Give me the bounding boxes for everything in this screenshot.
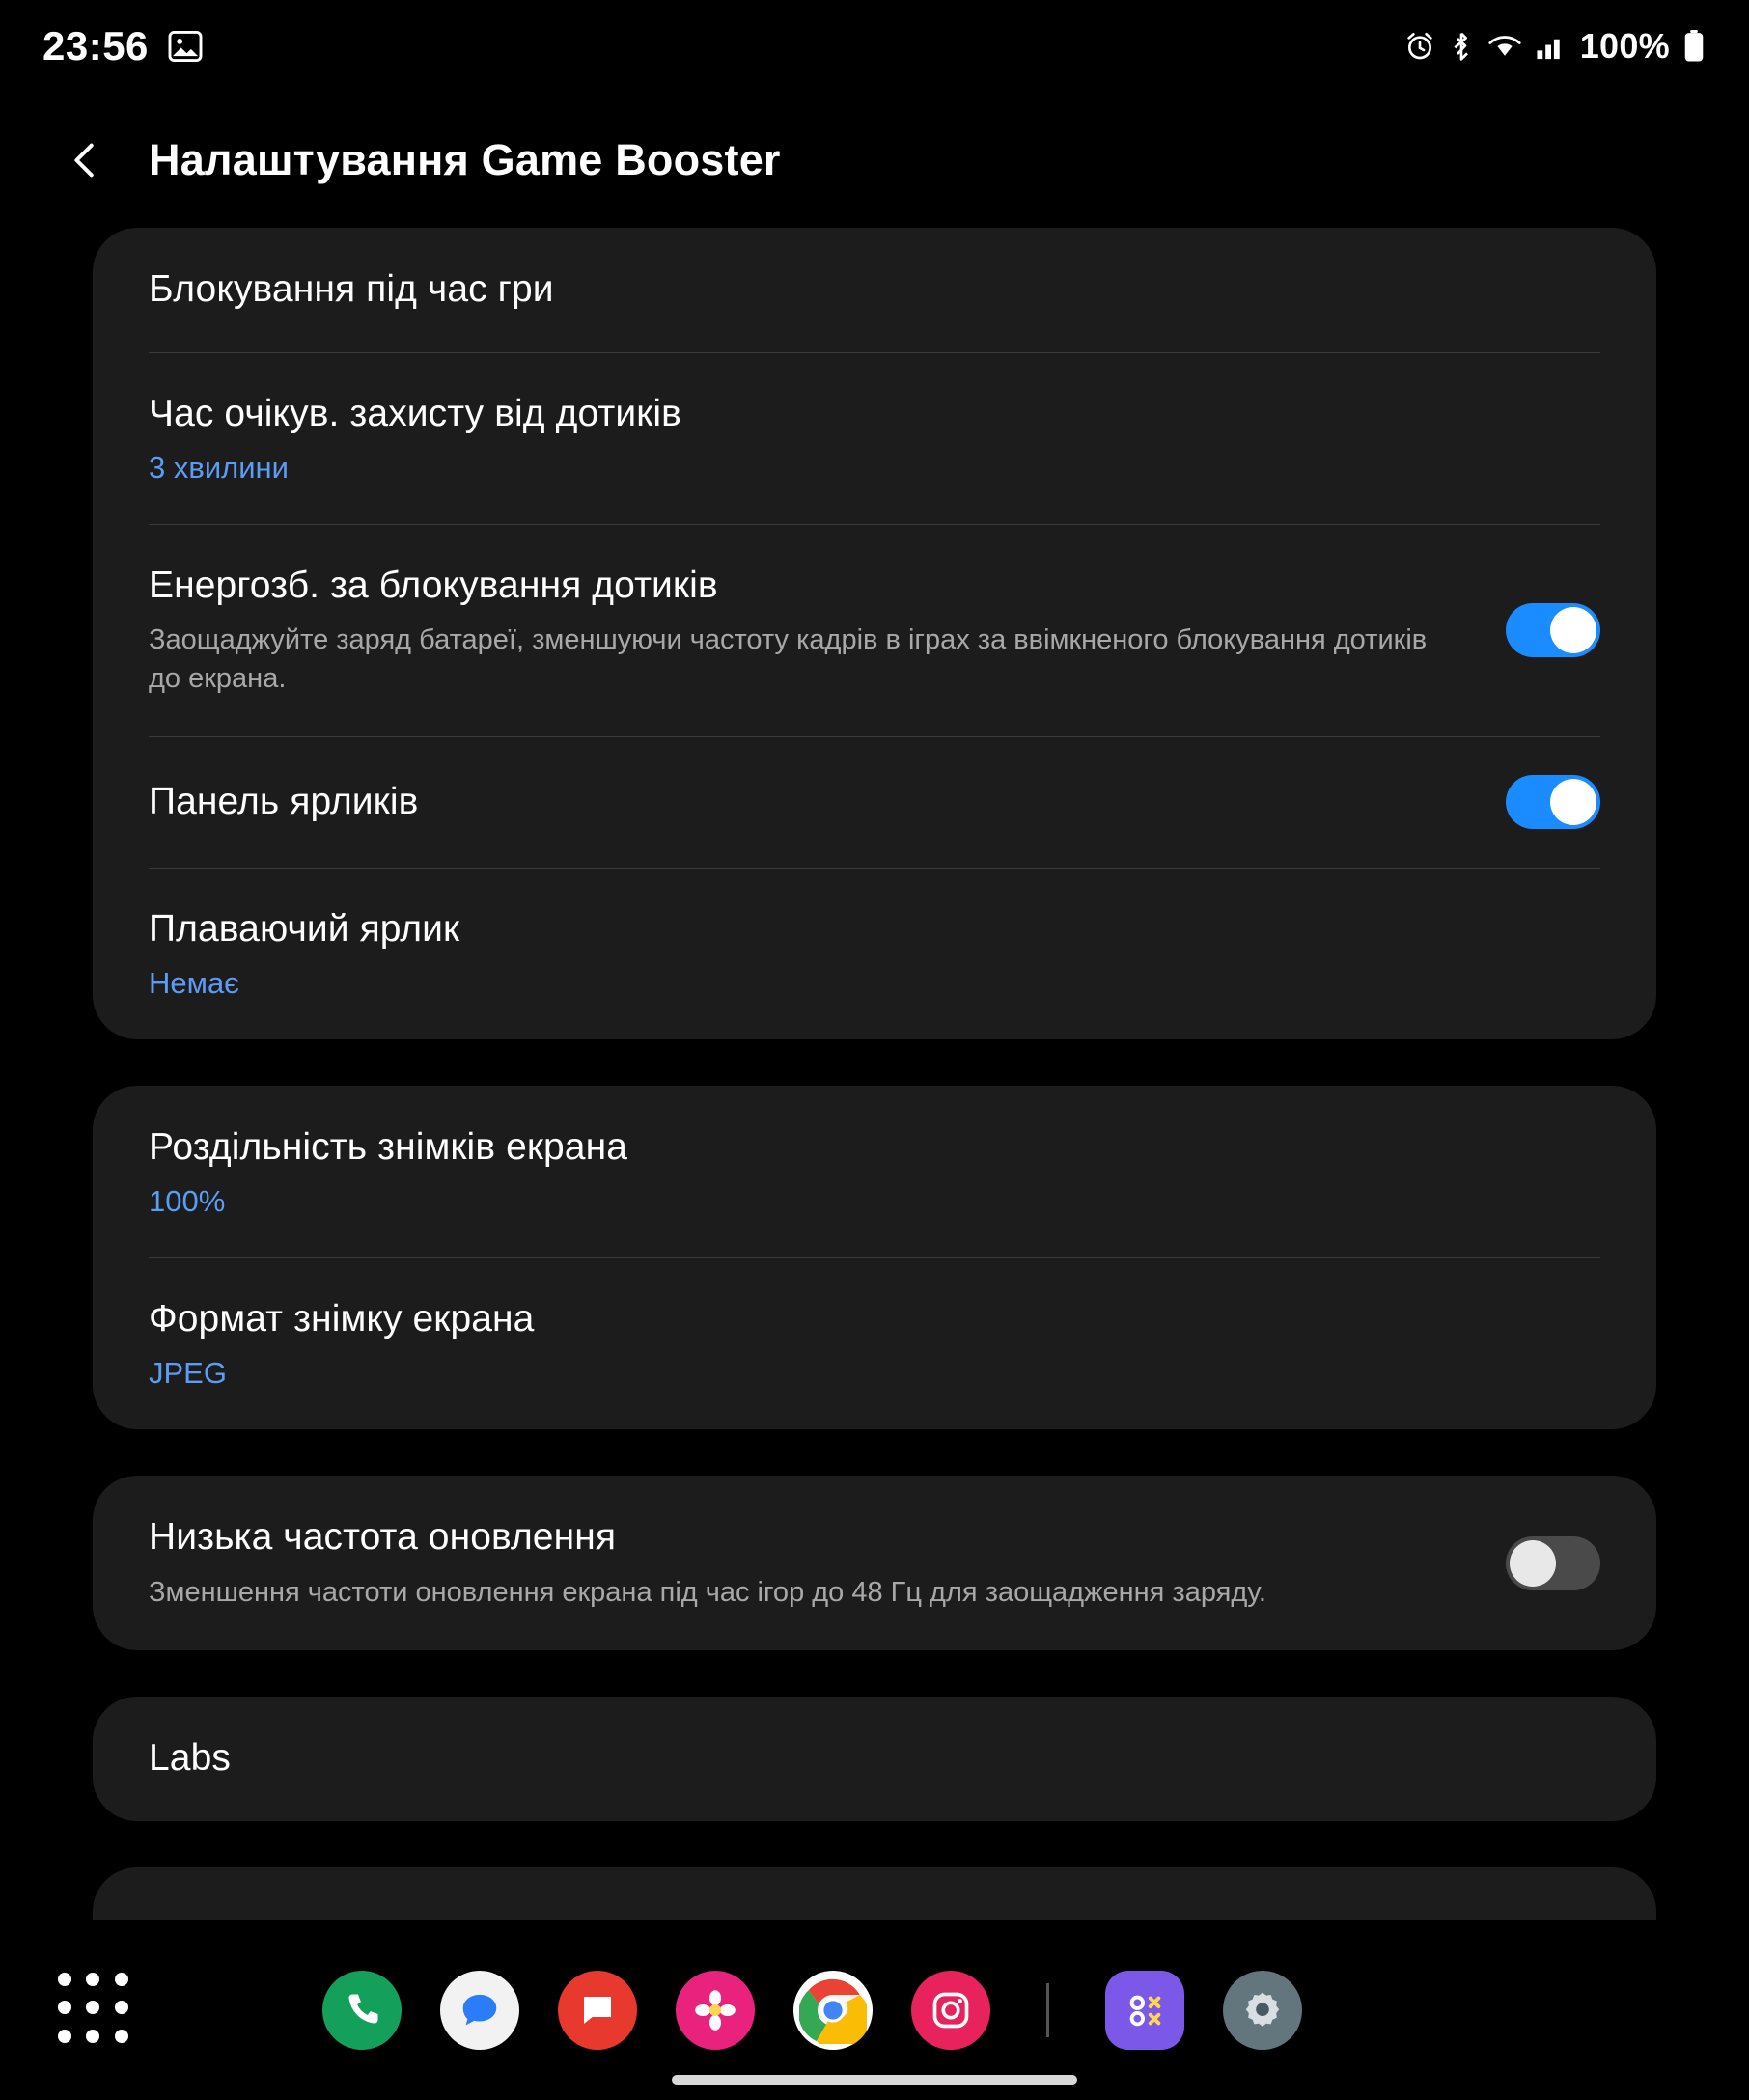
alarm-icon [1404, 31, 1435, 62]
toggle-low-refresh-rate[interactable] [1506, 1536, 1600, 1590]
status-bar [0, 0, 1749, 93]
signal-icon [1536, 31, 1567, 62]
row-labs[interactable] [93, 1697, 1656, 1821]
settings-list [0, 228, 1749, 2100]
dock [0, 1920, 1749, 2100]
row-low-refresh-rate[interactable] [93, 1476, 1656, 1650]
toggle-power-saving-touch-lock[interactable] [1506, 603, 1600, 657]
row-touch-protection-timeout[interactable] [93, 352, 1656, 524]
navigation-pill[interactable] [672, 2075, 1077, 2085]
chat-app-icon[interactable] [558, 1971, 637, 2050]
row-text [149, 1296, 1600, 1391]
gallery-icon [168, 31, 203, 62]
row-power-saving-touch-lock[interactable] [93, 524, 1656, 737]
status-clock: 23:56 [42, 23, 149, 69]
phone-app-icon[interactable] [322, 1971, 402, 2050]
row-text [149, 906, 1600, 1001]
toggle-knob [1550, 779, 1596, 825]
back-arrow-icon [63, 138, 107, 182]
row-title: Низька частота оновлення [149, 1516, 617, 1559]
row-title: Формат знімку екрана [149, 1298, 535, 1340]
chrome-app-icon[interactable] [793, 1971, 873, 2050]
row-description: Зменшення частоти оновлення екрана під час ігор до 48 Гц для заощадження заряду. [149, 1577, 1266, 1609]
row-description: Заощаджуйте заряд батареї, зменшуючи частоту кадрів в іграх за ввімкненого блокування дотиків до екрана. [149, 624, 1428, 695]
page-title: Налаштування Game Booster [149, 135, 781, 184]
battery-percent-label: 100% [1579, 26, 1670, 66]
bluetooth-icon [1449, 31, 1474, 62]
instagram-app-icon[interactable] [911, 1971, 990, 2050]
toggle-shortcut-panel[interactable] [1506, 775, 1600, 829]
row-text [149, 1124, 1600, 1219]
row-value: 3 хвилини [149, 450, 289, 484]
row-shortcut-panel[interactable] [93, 736, 1656, 868]
settings-app-icon[interactable] [1223, 1971, 1302, 2050]
wifi-icon [1487, 31, 1522, 62]
row-screenshot-resolution[interactable] [93, 1086, 1656, 1257]
row-screenshot-format[interactable] [93, 1257, 1656, 1429]
toggle-knob [1510, 1540, 1556, 1587]
section-next-partial [93, 1867, 1656, 1925]
dock-divider [1046, 1983, 1049, 2037]
dock-app-list [322, 1971, 1302, 2050]
status-bar-left [42, 23, 203, 69]
flower-app-icon[interactable] [676, 1971, 755, 2050]
back-button[interactable] [58, 133, 112, 187]
title-bar [0, 93, 1749, 228]
row-value: JPEG [149, 1356, 227, 1391]
app-drawer-icon[interactable] [58, 1973, 133, 2048]
section-blocking [93, 228, 1656, 1039]
row-value: 100% [149, 1184, 226, 1219]
toggle-knob [1550, 607, 1596, 653]
row-title: Енергозб. за блокування дотиків [149, 564, 718, 606]
row-floating-shortcut[interactable] [93, 868, 1656, 1039]
row-title: Панель ярликів [149, 781, 419, 823]
battery-icon [1683, 30, 1705, 63]
section-screenshots [93, 1086, 1656, 1429]
row-title: Labs [149, 1737, 231, 1780]
messages-app-icon[interactable] [440, 1971, 519, 2050]
row-text [149, 266, 1600, 314]
section-labs [93, 1697, 1656, 1821]
row-text [149, 391, 1600, 485]
row-text [149, 563, 1506, 699]
row-text [149, 1514, 1506, 1612]
row-game-lock[interactable] [93, 228, 1656, 352]
row-title: Плаваючий ярлик [149, 908, 460, 951]
game-launcher-app-icon[interactable] [1105, 1971, 1184, 2050]
row-text [149, 1735, 1600, 1782]
row-title: Блокування під час гри [149, 268, 554, 310]
section-refresh-rate [93, 1476, 1656, 1650]
row-title: Роздільність знімків екрана [149, 1126, 628, 1169]
row-text [149, 779, 1506, 826]
row-title: Час очікув. захисту від дотиків [149, 392, 681, 434]
row-value: Немає [149, 966, 239, 1001]
status-bar-right [1404, 26, 1705, 67]
